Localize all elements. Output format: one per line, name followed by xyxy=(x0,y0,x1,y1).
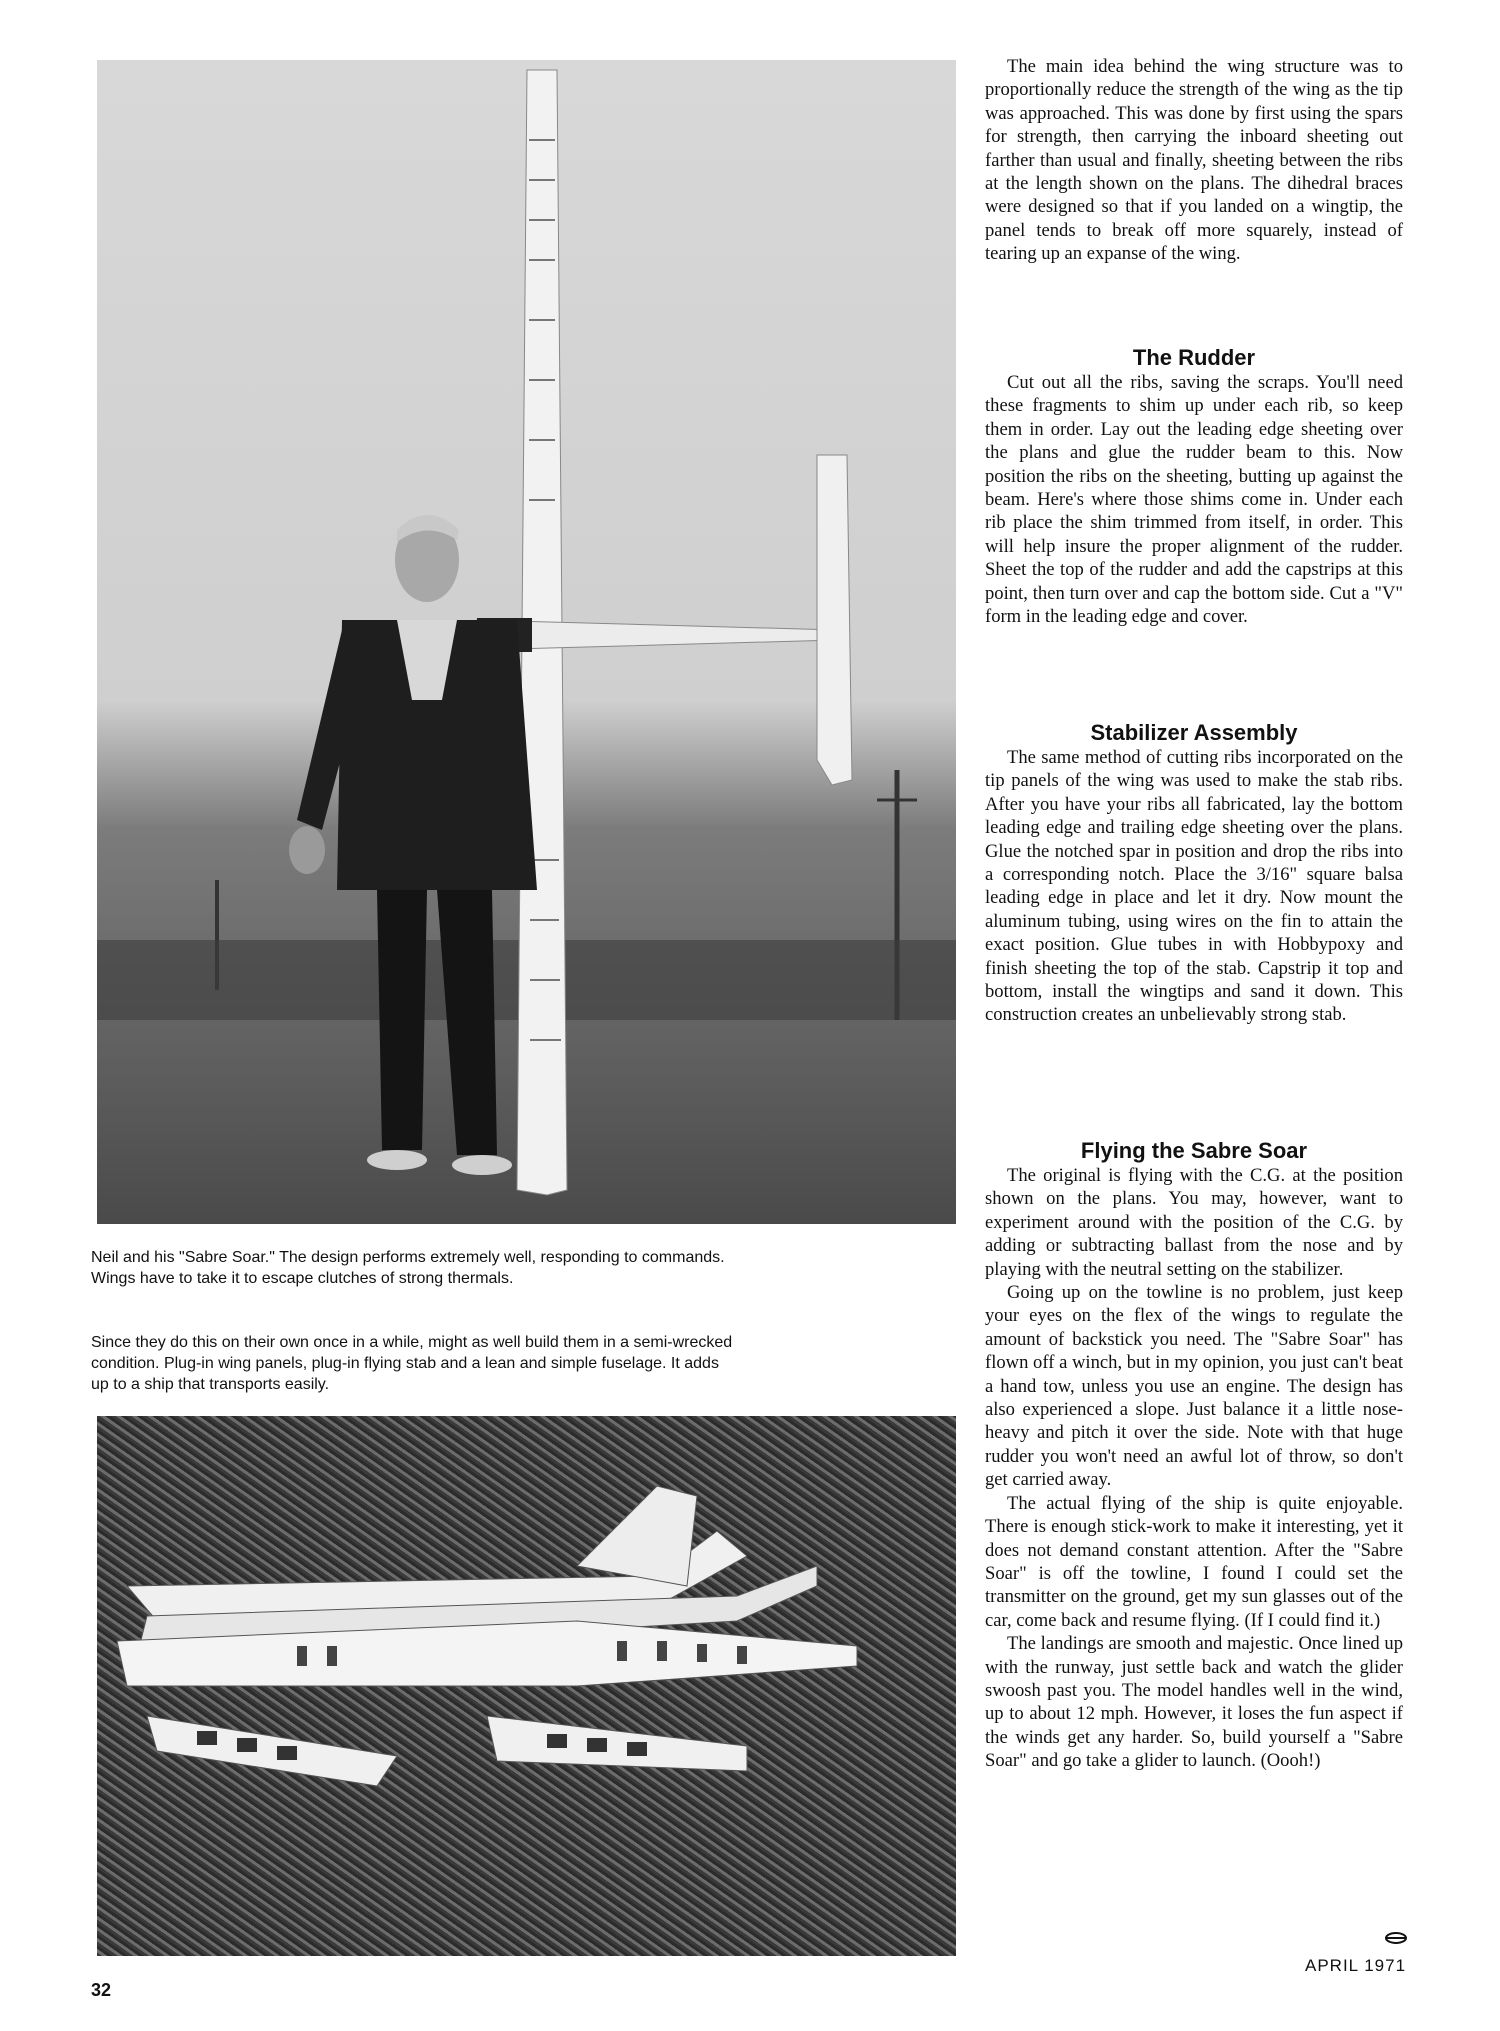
section-stabilizer xyxy=(985,720,1403,1027)
article-intro xyxy=(985,55,1403,266)
flying-paragraph-3: The actual flying of the ship is quite enjoyable. There is enough stick-work to make it interesting, yet it does not demand constant attention. After the "Sabre Soar" is off the towline, I found I could set the transmitter on the ground, get my sun glasses out of the car, come back and resume flying. (If I could find it.) xyxy=(985,1492,1403,1631)
flying-heading: Flying the Sabre Soar xyxy=(1080,1138,1308,1163)
flying-paragraph-1: The original is flying with the C.G. at the position shown on the plans. You may, however, want to experiment around with the position of the C.G. by adding or subtracting ballast from the nose and by playing with the neutral setting on the stabilizer. xyxy=(985,1165,1403,1280)
issue-date: APRIL 1971 xyxy=(1305,1956,1407,1975)
end-mark-icon xyxy=(1385,1932,1407,1944)
photo-neil-with-glider xyxy=(97,60,956,1224)
photo2-caption: Since they do this on their own once in a while, might as well build them in a semi-wrecked condition. Plug-in wing panels, plug-in flying stab and a lean and simple fuselage. It adds up to a ship that transports easily. xyxy=(91,1334,733,1393)
stabilizer-paragraph: The same method of cutting ribs incorporated on the tip panels of the wing was used to make the stab ribs. After you have your ribs all fabricated, lay the bottom leading edge and trailing edge sheeting over the plans. Glue the notched spar in position and drop the ribs into a corresponding notch. Place the 3/16" square balsa leading edge in place and let it dry. Now mount the aluminum tubing, using wires on the fin to attain the exact position. Glue tubes in with Hobbypoxy and finish sheeting the top of the stab. Capstrip it top and bottom, install the wingtips and sand it down. This construction creates an unbelievably strong stab. xyxy=(985,747,1403,1026)
stabilizer-heading: Stabilizer Assembly xyxy=(1090,720,1298,745)
rudder-paragraph: Cut out all the ribs, saving the scraps. You'll need these fragments to shim up under each rib, so keep them in order. Lay out the leading edge sheeting over the plans and glue the rudder beam to this. Now position the ribs on the sheeting, butting up against the beam. Here's where those shims come in. Under each rib place the shim trimmed from itself, in order. This will help insure the proper alignment of the rudder. Sheet the top of the rudder and add the capstrips at this point, then turn over and cap the bottom side. Cut a "V" form in the leading edge and cover. xyxy=(985,372,1403,628)
photo2-illustration xyxy=(97,1416,956,1956)
photo-disassembled-glider xyxy=(97,1416,956,1956)
flying-paragraph-2: Going up on the towline is no problem, just keep your eyes on the flex of the wings to regulate the amount of backstick you need. The "Sabre Soar" has flown off a winch, but in my opinion, you just can't beat a hand tow, unless you use an engine. The design has also experienced a slope. Just balance it a little nose-heavy and pitch it over the side. Note with that huge rudder you won't need an awful lot of throw, so don't get carried away. xyxy=(985,1282,1403,1491)
section-rudder xyxy=(985,345,1403,628)
section-flying xyxy=(985,1138,1403,1773)
flying-paragraph-4: The landings are smooth and majestic. Once lined up with the runway, just settle back and watch the glider swoosh past you. The model handles well in the wind, up to about 12 mph. However, it loses the fun aspect if the winds get any harder. So, build yourself a "Sabre Soar" and go take a glider to launch. (Oooh!) xyxy=(985,1633,1403,1772)
photo1-illustration xyxy=(97,60,956,1224)
intro-paragraph: The main idea behind the wing structure was to proportionally reduce the strength of the wing as the tip was approached. This was done by first using the spars for strength, then carrying the inboard sheeting out farther than usual and finally, sheeting between the ribs at the length shown on the plans. The dihedral braces were designed so that if you landed on a wingtip, the panel tends to break off more squarely, instead of tearing up an expanse of the wing. xyxy=(985,56,1403,265)
rudder-heading: The Rudder xyxy=(1132,345,1256,370)
photo1-caption: Neil and his "Sabre Soar." The design performs extremely well, responding to commands. Wings have to take it to escape clutches of strong thermals. xyxy=(91,1249,725,1287)
page-number: 32 xyxy=(91,1980,112,2000)
